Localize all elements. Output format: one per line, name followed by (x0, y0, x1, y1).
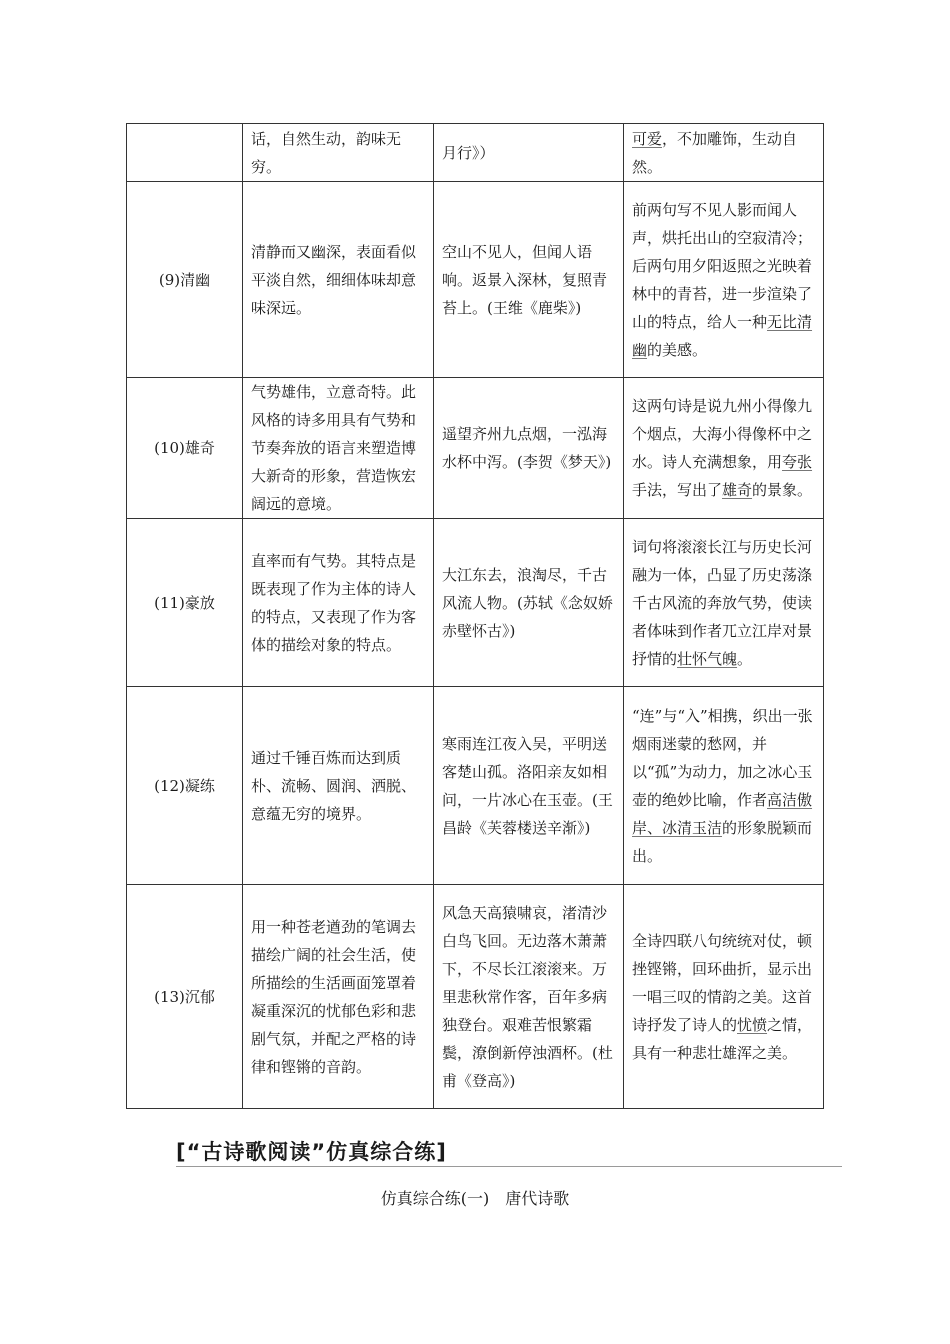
table-row (127, 519, 824, 687)
underlined-keyword: 壮怀气魄 (677, 649, 738, 668)
analysis-cell (624, 519, 824, 687)
analysis-text: 这两句诗是说九州小得像九个烟点，大海小得像杯中之水。诗人充满想象，用 (632, 397, 813, 471)
style-description-cell: 话，自然生动，韵味无穷。 (243, 124, 434, 182)
example-poem-cell: 寒雨连江夜入吴，平明送客楚山孤。洛阳亲友如相问，一片冰心在玉壶。(王昌龄《芙蓉楼送辛渐》) (434, 687, 624, 885)
underlined-keyword: 忧愤 (737, 1015, 768, 1034)
underlined-keyword: 可爱 (632, 129, 663, 148)
analysis-text: ，不加雕饰，生动自然。 (632, 129, 798, 176)
style-name-cell: (12)凝练 (127, 687, 243, 885)
analysis-cell (624, 124, 824, 182)
table-row (127, 687, 824, 885)
underlined-keyword: 雄奇 (722, 481, 753, 499)
example-poem-cell: 遥望齐州九点烟，一泓海水杯中泻。(李贺《梦天》) (434, 378, 624, 519)
underlined-keyword: 无比清幽 (632, 312, 813, 359)
table-row (127, 885, 824, 1109)
style-description-cell: 用一种苍老遒劲的笔调去描绘广阔的社会生活，使所描绘的生活画面笼罩着凝重深沉的忧郁色彩和悲剧气氛，并配之严格的诗律和铿锵的音韵。 (243, 885, 434, 1109)
exercise-subtitle: 仿真综合练(一) 唐代诗歌 (380, 1189, 570, 1208)
underlined-keyword: 高洁傲岸、冰清玉洁 (632, 790, 813, 837)
section-divider (176, 1166, 842, 1167)
analysis-text: 的美感。 (647, 340, 708, 359)
style-name-cell: (13)沉郁 (127, 885, 243, 1109)
style-description-cell: 气势雄伟，立意奇特。此风格的诗多用具有气势和节奏奔放的语言来塑造博大新奇的形象，营造恢宏阔远的意境。 (243, 378, 434, 519)
table-row (127, 378, 824, 519)
example-poem-cell: 风急天高猿啸哀，渚清沙白鸟飞回。无边落木萧萧下，不尽长江滚滚来。万里悲秋常作客，百年多病独登台。艰难苦恨繁霜鬓，潦倒新停浊酒杯。(杜甫《登高》) (434, 885, 624, 1109)
style-name-cell (127, 124, 243, 182)
analysis-text: 之情，具有一种悲壮雄浑之美。 (632, 1015, 813, 1062)
style-description-cell: 通过千锤百炼而达到质朴、流畅、圆润、洒脱、意蕴无穷的境界。 (243, 687, 434, 885)
section-title: [“古诗歌阅读”仿真综合练] (176, 1140, 447, 1164)
example-poem-cell: 大江东去，浪淘尽，千古风流人物。(苏轼《念奴娇 赤壁怀古》) (434, 519, 624, 687)
analysis-cell (624, 885, 824, 1109)
table-row (127, 182, 824, 378)
analysis-cell (624, 378, 824, 519)
poetry-style-table (126, 123, 824, 1109)
style-description-cell: 直率而有气势。其特点是既表现了作为主体的诗人的特点，又表现了作为客体的描绘对象的特点。 (243, 519, 434, 687)
example-poem-cell: 空山不见人，但闻人语响。返景入深林，复照青苔上。(王维《鹿柴》) (434, 182, 624, 378)
analysis-cell (624, 182, 824, 378)
analysis-text: 前两句写不见人影而闻人声，烘托出山的空寂清冷；后两句用夕阳返照之光映着林中的青苔，进一步渲染了山的特点，给人一种 (632, 200, 813, 331)
analysis-text: 的景象。 (752, 481, 813, 499)
underlined-keyword: 夸张 (782, 453, 813, 471)
analysis-text: 词句将滚滚长江与历史长河融为一体，凸显了历史荡涤千古风流的奔放气势，使读者体味到作者兀立江岸对景抒情的 (632, 537, 813, 668)
style-name-cell: (11)豪放 (127, 519, 243, 687)
example-poem-cell: 月行》） (434, 124, 624, 182)
analysis-cell (624, 687, 824, 885)
table-row (127, 124, 824, 182)
analysis-text: 。 (737, 649, 753, 668)
style-name-cell: (10)雄奇 (127, 378, 243, 519)
analysis-text: 的形象脱颖而出。 (632, 818, 813, 865)
style-description-cell: 清静而又幽深，表面看似平淡自然，细细体味却意味深远。 (243, 182, 434, 378)
style-name-cell: (9)清幽 (127, 182, 243, 378)
analysis-text: 手法，写出了 (632, 481, 723, 499)
analysis-text: 全诗四联八句统统对仗，顿挫铿锵，回环曲折，显示出一唱三叹的情韵之美。这首诗抒发了诗人的 (632, 931, 813, 1034)
analysis-text: “连”与“入”相携，织出一张烟雨迷蒙的愁网，并以“孤”为动力，加之冰心玉壶的绝妙比喻，作者 (632, 706, 813, 809)
